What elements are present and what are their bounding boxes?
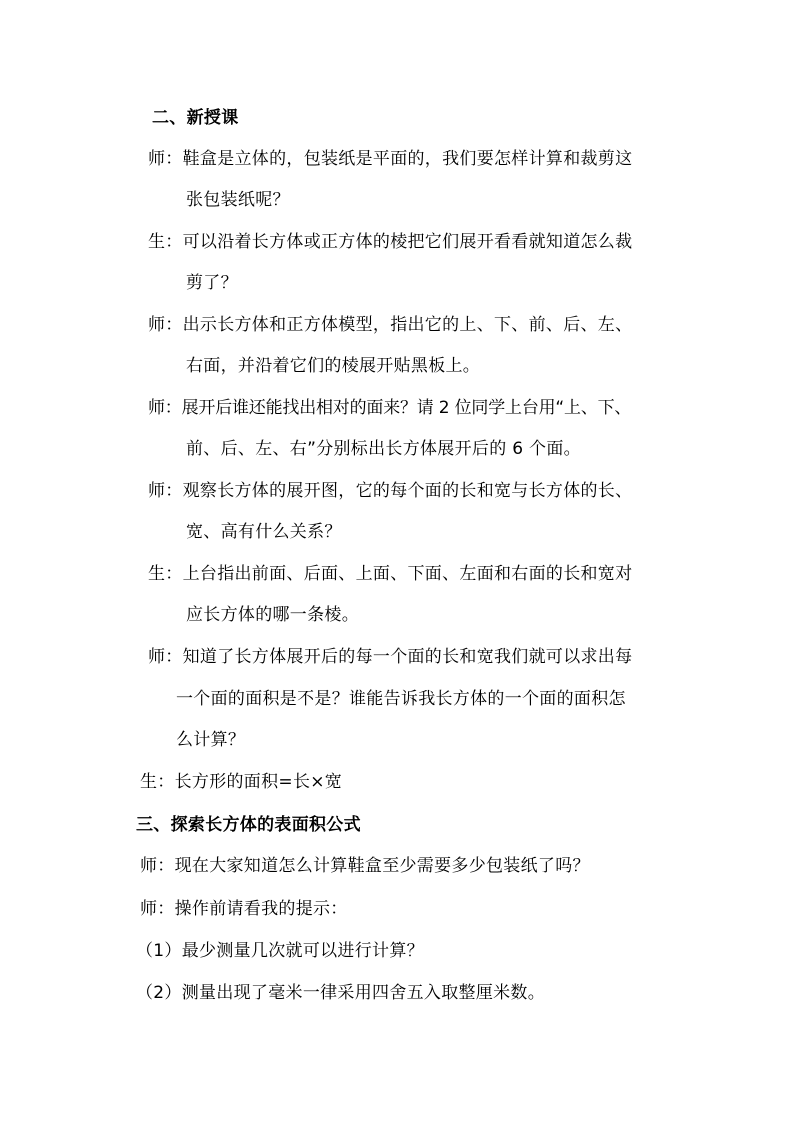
paragraph-line: 生：上台指出前面、后面、上面、下面、左面和右面的长和宽对 [148, 564, 633, 584]
paragraph-line: 师：知道了长方体展开后的每一个面的长和宽我们就可以求出每 [148, 647, 633, 667]
paragraph-line: 师：观察长方体的展开图，它的每个面的长和宽与长方体的长、 [148, 481, 633, 501]
paragraph-line: 师：展开后谁还能找出相对的面来？请 2 位同学上台用“上、下、 [148, 398, 632, 418]
list-item: （2）测量出现了毫米一律采用四舍五入取整厘米数。 [136, 983, 546, 1003]
paragraph-line: 宽、高有什么关系？ [186, 522, 342, 542]
paragraph-line: 生：可以沿着长方体或正方体的棱把它们展开看看就知道怎么裁 [148, 232, 633, 252]
section-heading-surface-area: 三、探索长方体的表面积公式 [136, 815, 361, 835]
paragraph-line: 前、后、左、右”分别标出长方体展开后的 6 个面。 [186, 439, 581, 459]
paragraph-line: 师：鞋盒是立体的，包装纸是平面的，我们要怎样计算和裁剪这 [148, 149, 633, 169]
paragraph-line: 师：操作前请看我的提示： [140, 899, 348, 919]
section-heading-new-lesson: 二、新授课 [152, 108, 239, 128]
paragraph-line: 张包装纸呢？ [186, 190, 290, 210]
paragraph-line: 生：长方形的面积=长×宽 [140, 772, 343, 792]
paragraph-line: 应长方体的哪一条棱。 [186, 605, 359, 625]
paragraph-line: 一个面的面积是不是？谁能告诉我长方体的一个面的面积怎 [176, 689, 626, 709]
paragraph-line: 右面，并沿着它们的棱展开贴黑板上。 [186, 356, 481, 376]
paragraph-line: 师：现在大家知道怎么计算鞋盒至少需要多少包装纸了吗？ [140, 856, 590, 876]
list-item: （1）最少测量几次就可以进行计算？ [136, 941, 424, 961]
paragraph-line: 么计算？ [176, 730, 246, 750]
paragraph-line: 师：出示长方体和正方体模型，指出它的上、下、前、后、左、 [148, 315, 633, 335]
paragraph-line: 剪了？ [186, 273, 238, 293]
